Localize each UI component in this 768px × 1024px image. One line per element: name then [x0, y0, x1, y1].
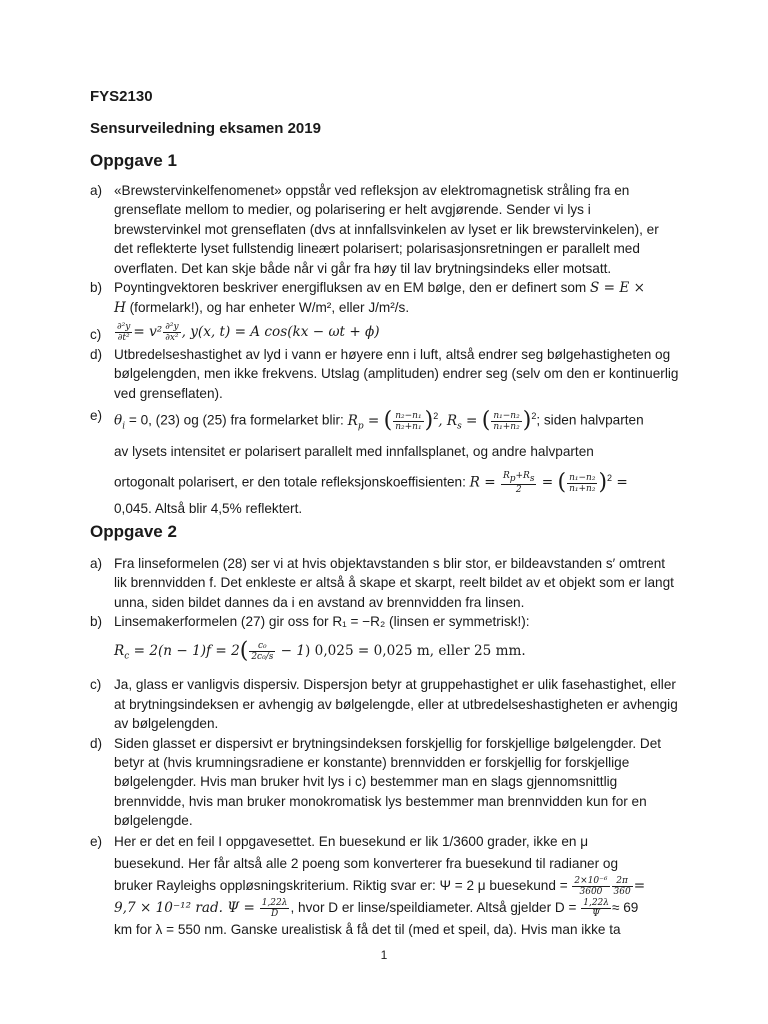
task2-item-a [90, 554, 680, 612]
task1-item-a [90, 181, 680, 278]
rayleigh-fraction: $\frac{1,22\lambda}{D}$ [261, 897, 288, 919]
h-vector: H [114, 300, 126, 317]
rs-fraction: $\frac{\text{n₁−n₂}}{\text{n₁+n₂}}$ [493, 410, 520, 432]
wave-eq-mid: = v² [133, 323, 163, 340]
task2-heading: Oppgave 2 [90, 522, 177, 541]
item-text: Ja, glass er vanligvis dispersiv. Dispersjon betyr at gruppehastighet er ulik fasehastighet, eller at brytningsindeksen er avhengig av bølgelengde, eller at utbredelseshastigheten er avhengig av bølgelengden. [114, 677, 678, 732]
wave-solution: , y(x, t) = A cos(kx − ωt + ϕ) [181, 323, 380, 340]
item-text-line3: bruker Rayleighs oppløsningskriterium. Riktig svar er: Ψ = 2 μ buesekund = [114, 877, 568, 893]
item-text: Linsemakerformelen (27) gir oss for R₁ = −R₂ (linsen er symmetrisk!): [114, 614, 530, 630]
item-label: b) [90, 614, 103, 630]
task1-item-e: e) $\theta_i = 0$, (23) og (25) fra formelarket blir: $R_p$ = ( $\frac{\text{n₂−n₁}}{\text{n₂+n₁}}$ )$^2$, $R_s$ = ( $\frac{\text{n₁−n₂}}{\text{n₁+n₂}}$ )$^2$; siden halvparten av lysets intensitet er polarisert parallelt med innfallsplanet, og andre halvparten ortogonalt polarisert, er den totale refleksjonskoeffisienten: R = $\frac{Rp+Rs}{2}$ = ( $\frac{\text{n₁−n₂}}{\text{n₁+n₂}}$ )$^2$ = 0,045. Altså blir 4,5% reflektert. [90, 403, 680, 522]
r-total-fraction: $\frac{Rp+Rs}{2}$ [502, 471, 535, 496]
rp-fraction: $\frac{\text{n₂−n₁}}{\text{n₂+n₁}}$ [395, 410, 422, 432]
wave-eq-lhs: $\frac{\text{∂²y}}{\text{∂t²}}$ [117, 321, 131, 343]
course-code: FYS2130 [90, 88, 153, 105]
rad-fraction: $\frac{2\pi}{360}$ [613, 875, 631, 897]
task2-item-c [90, 675, 680, 733]
item-text: Siden glasset er dispersivt er brytningsindeksen forskjellig for forskjellige bølgelengder. Det betyr at (hvis krumningsradiene er konstante) brennvidden er forskjellig for forskjellige bølgelengder. Hvis man bruker hvit lys i c) bestemmer man en slags gjennomsnittlig brennvidde, hvis man bruker monokromatisk lys bestemmer man brennvidden kun for en bølgelengde. [114, 735, 662, 829]
item-text-cont: ; siden halvparten [536, 412, 644, 428]
item-text-line5: km for λ = 550 nm. Ganske urealistisk å få det til (med et speil, da). Hvis man ikke ta [114, 921, 621, 937]
lensmaker-equation: $R_c = 2(n - 1)f = 2$( $\frac{\text{c₀}}{\text{2c₀/s}}$ − 1) 0,025 = 0,025 m, eller 25 mm. [114, 638, 526, 664]
item-text: Utbredelseshastighet av lyd i vann er høyere enn i luft, altså endrer seg bølgehastigheten og bølgelengden, men ikke frekvens. Utslag (amplituden) endrer seg (selv om den er kontinuerlig ved grenseflaten). [114, 346, 679, 401]
item-label: a) [90, 183, 103, 198]
r-fraction: $\frac{\text{n₁−n₂}}{\text{n₁+n₂}}$ [569, 472, 596, 494]
page-number: 1 [380, 948, 388, 962]
task1-list [90, 181, 680, 522]
wave-eq-rhs: $\frac{\text{∂²y}}{\text{∂x²}}$ [165, 321, 179, 343]
item-label: d) [90, 735, 103, 751]
theta-symbol: θ [114, 412, 123, 429]
task1-item-b [90, 278, 680, 319]
item-text-line4b: , hvor D er linse/speildiameter. Altså gjelder D = [290, 899, 577, 915]
item-text: = 0, (23) og (25) fra formelarket blir: [125, 412, 348, 428]
task1-item-d [90, 345, 680, 403]
item-text: «Brewstervinkelfenomenet» oppstår ved refleksjon av elektromagnetisk stråling fra en grenseflate mellom to medier, og polarisering er helt avgjørende. Sender vi lys i brewstervinkel mot grenseflaten (dvs at innfallsvinkelen av lyset er lik brewstervinkelen), er det reflekterte lyset fullstendig lineært polarisert; polarisasjonsretningen er parallelt med overflaten. Det kan skje både når vi går fra høy til lav brytningsindeks eller motsatt. [114, 183, 659, 276]
item-label: e) [90, 408, 103, 424]
lens-result: ) 0,025 = 0,025 m, eller 25 mm. [305, 642, 526, 659]
arcsec-fraction: $\frac{\text{2×10⁻⁶}}{3600}$ [574, 875, 608, 897]
item-text-line4: 0,045. Altså blir 4,5% reflektert. [114, 501, 303, 517]
item-text-line4c: ≈ 69 [611, 899, 639, 915]
document-title: Sensurveiledning eksamen 2019 [90, 120, 321, 137]
item-text-cont: (formelark!), og har enheter W/m², eller J/m²/s. [125, 300, 410, 316]
item-text-line1: Her er det en feil I oppgavesettet. En buesekund er lik 1/3600 grader, ikke en μ [114, 833, 589, 849]
item-label: b) [90, 280, 103, 296]
task2-item-e: e) Her er det en feil I oppgavesettet. En buesekund er lik 1/3600 grader, ikke en μ buesekund. Her får altså alle 2 poeng som konverterer fra buesekund til radianer og bruker Rayleighs oppløsningskriterium. Riktig svar er: Ψ = 2 μ buesekund = $\frac{\text{2×10⁻⁶}}{3600}$ $\frac{2\pi}{360}$ = 9,7 × 10⁻¹² rad. Ψ = $\frac{1,22\lambda}{D}$ , hvor D er linse/speildiameter. Altså gjelder D = $\frac{1,22\lambda}{\Psi}$ ≈ 69 km for λ = 550 nm. Ganske urealistisk å få det til (med et speil, da). Hvis man ikke ta [90, 831, 680, 941]
item-label: e) [90, 833, 103, 849]
item-label: a) [90, 556, 103, 571]
diameter-fraction: $\frac{1,22\lambda}{\Psi}$ [583, 897, 609, 919]
item-text-line2: av lysets intensitet er polarisert parallelt med innfallsplanet, og andre halvparten [114, 444, 594, 460]
task2-list [90, 554, 680, 941]
item-text: Poyntingvektoren beskriver energifluksen av en EM bølge, den er definert som [114, 280, 591, 296]
lens-fraction: $\frac{\text{c₀}}{\text{2c₀/s}}$ [251, 640, 274, 662]
item-label: c) [90, 326, 102, 342]
item-text-line2: buesekund. Her får altså alle 2 poeng som konverterer fra buesekund til radianer og [114, 855, 619, 871]
task1-item-c [90, 319, 680, 345]
item-text: Fra linseformelen (28) ser vi at hvis objektavstanden s blir stor, er bildeavstanden s′ omtrent lik brennvidden f. Det enkleste er altså å skape et skarpt, reelt bildet av et objekt som er langt unna, siden bildet dannes da i en avstand av brennvidden fra linsen. [114, 556, 674, 610]
item-text-line4a: 9,7 × 10⁻¹² rad. Ψ = [114, 899, 255, 916]
poynting-equation: S = E × [590, 280, 646, 297]
item-text-line3: ortogonalt polarisert, er den totale refleksjonskoeffisienten: [114, 474, 470, 490]
item-label: c) [90, 677, 102, 693]
task2-item-d [90, 734, 680, 831]
task2-item-b [90, 612, 680, 675]
task1-heading: Oppgave 1 [90, 151, 177, 170]
item-label: d) [90, 346, 103, 362]
